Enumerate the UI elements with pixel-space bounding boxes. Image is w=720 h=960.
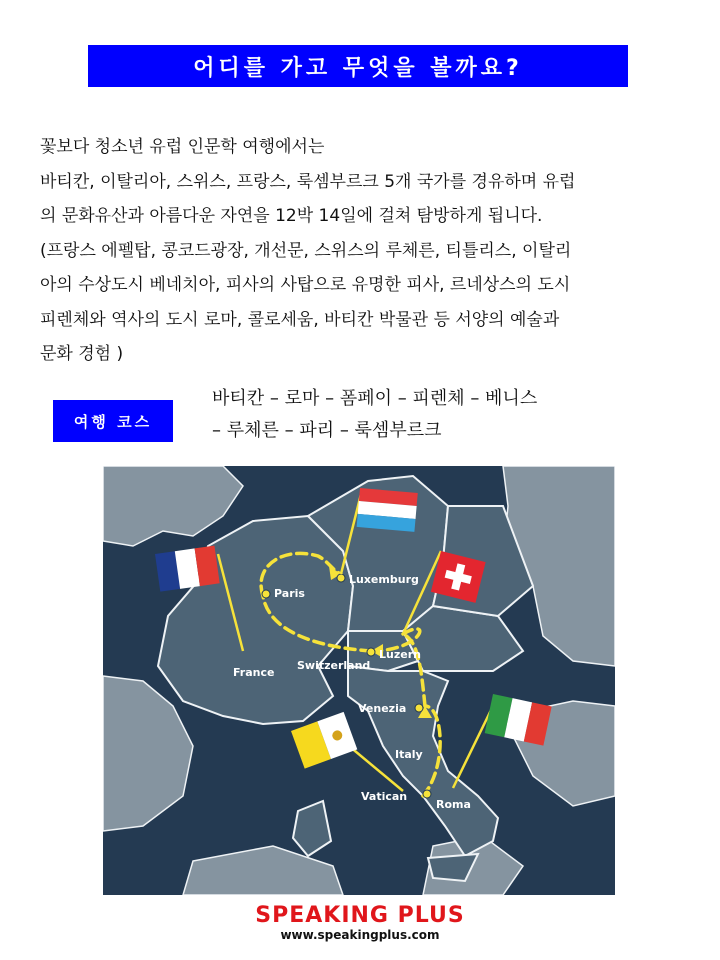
- land-west: [103, 676, 193, 831]
- map-label-paris: Paris: [274, 587, 305, 600]
- intro-line: 피렌체와 역사의 도시 로마, 콜로세움, 바티칸 박물관 등 서양의 예술과: [40, 309, 560, 330]
- route-line: 바티칸 – 로마 – 폼페이 – 피렌체 – 베니스: [212, 388, 538, 409]
- featured-countries: [158, 476, 533, 881]
- map-canvas: [103, 466, 615, 895]
- island-sardinia: [293, 801, 331, 856]
- map-label-roma: Roma: [436, 798, 471, 811]
- land-africa: [183, 846, 343, 895]
- map-label-switzerland: Switzerland: [297, 659, 371, 672]
- country-austria: [403, 606, 523, 671]
- city-dot-paris: [262, 590, 270, 598]
- map-label-italy: Italy: [395, 748, 423, 761]
- intro-line: 의 문화유산과 아름다운 자연을 12박 14일에 걸쳐 탐방하게 됩니다.: [40, 206, 543, 226]
- map-label-venezia: Venezia: [358, 702, 407, 715]
- map-label-luxemburg: Luxemburg: [349, 573, 419, 586]
- travel-route-map: [103, 466, 615, 895]
- course-badge: 여행 코스: [53, 400, 173, 442]
- intro-line: 바티칸, 이탈리아, 스위스, 프랑스, 룩셈부르크 5개 국가를 경유하며 유럽: [40, 171, 576, 192]
- flag-luxemburg: [357, 488, 418, 532]
- map-label-luzern: Luzern: [379, 648, 421, 661]
- route-line: – 루체른 – 파리 – 룩셈부르크: [212, 420, 442, 441]
- city-dot-venezia: [415, 704, 423, 712]
- city-dot-luzern: [367, 648, 375, 656]
- brand-url: www.speakingplus.com: [280, 928, 440, 942]
- flag-italy: [485, 694, 552, 746]
- page-title: 어디를 가고 무엇을 볼까요?: [88, 45, 628, 87]
- intro-line: 꽃보다 청소년 유럽 인문학 여행에서는: [40, 137, 325, 157]
- flag-pole-italy: [453, 706, 493, 788]
- brand-logo: SPEAKING PLUS: [255, 903, 465, 928]
- intro-text: [40, 130, 690, 372]
- land-northwest: [103, 466, 243, 546]
- brand-footer: [0, 903, 720, 942]
- intro-line: (프랑스 에펠탑, 콩코드광장, 개선문, 스위스의 루체른, 티틀리스, 이탈리: [40, 240, 572, 261]
- city-dot-luxemburg: [337, 574, 345, 582]
- map-label-france: France: [233, 666, 275, 679]
- intro-line: 아의 수상도시 베네치아, 피사의 사탑으로 유명한 피사, 르네상스의 도시: [40, 275, 571, 295]
- city-dot-roma: [423, 790, 431, 798]
- country-france: [158, 516, 353, 724]
- route-text: [212, 383, 537, 447]
- map-label-vatican: Vatican: [361, 790, 408, 803]
- intro-line: 문화 경험 ): [40, 344, 124, 364]
